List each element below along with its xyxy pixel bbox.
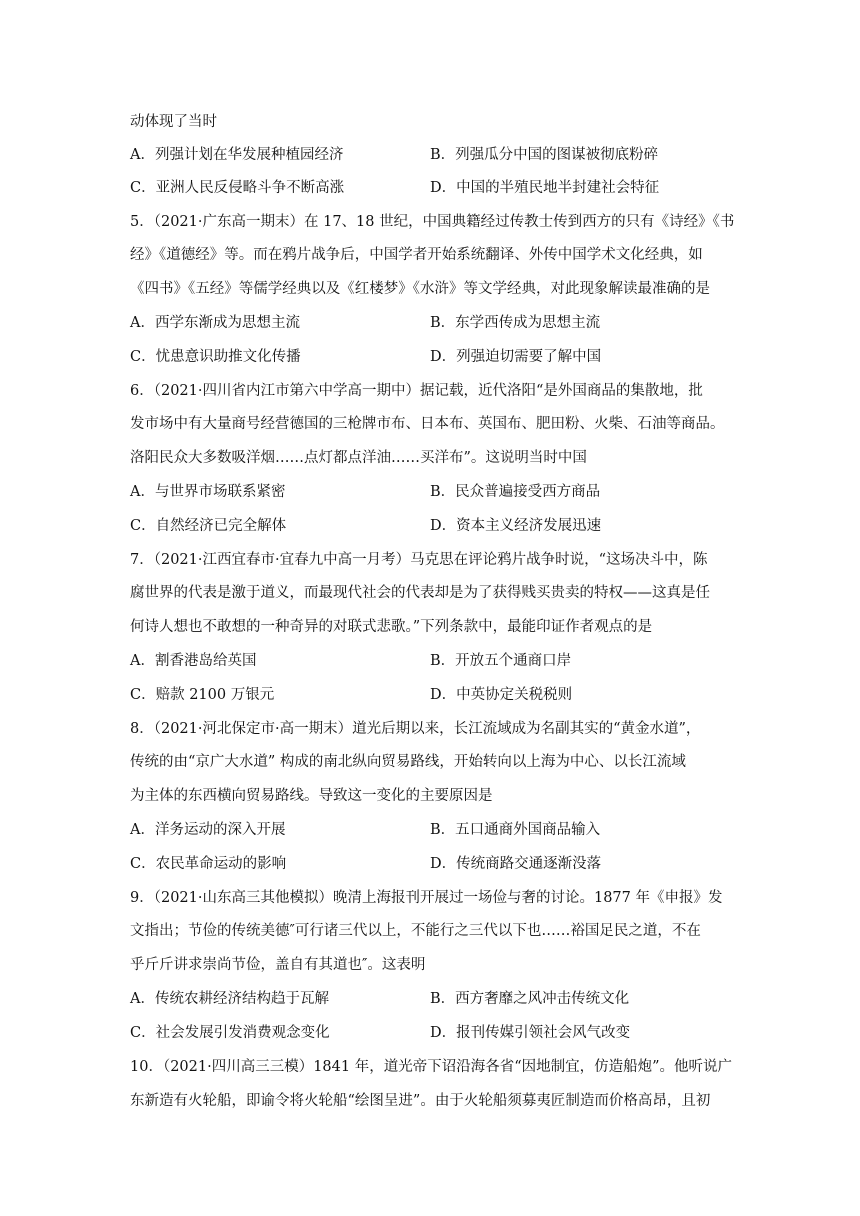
option-d: D．中国的半殖民地半封建社会特征 (430, 180, 660, 196)
option-a: A．洋务运动的深入开展 (130, 822, 286, 838)
question-stem-line: 5．（2021·广东高一期末）在 17、18 世纪，中国典籍经过传教士传到西方的只有《诗经》《书 (130, 214, 735, 230)
option-a: A．列强计划在华发展种植园经济 (130, 147, 344, 163)
option-b: B．东学西传成为思想主流 (430, 315, 601, 331)
option-c: C．亚洲人民反侵略斗争不断高涨 (130, 180, 345, 196)
text-line: 动体现了当时 (130, 114, 217, 130)
option-a: A．割香港岛给英国 (130, 653, 257, 669)
question-stem-line: 《四书》《五经》等儒学经典以及《红楼梦》《水浒》等文学经典，对此现象解读最准确的是 (130, 281, 710, 297)
question-stem-line: 腐世界的代表是激于道义，而最现代社会的代表却是为了获得贱买贵卖的特权——这真是任 (130, 585, 710, 601)
option-c: C．农民革命运动的影响 (130, 856, 287, 872)
option-d: D．列强迫切需要了解中国 (430, 349, 602, 365)
question-stem-line: 传统的由“京广大水道” 构成的南北纵向贸易路线，开始转向以上海为中心、以长江流域 (130, 754, 686, 770)
question-stem-line: 8．（2021·河北保定市·高一期末）道光后期以来，长江流域成为名副其实的“黄金水道”， (130, 721, 701, 737)
option-b: B．开放五个通商口岸 (430, 653, 572, 669)
question-stem-line: 东新造有火轮船，即谕令将火轮船“绘图呈进”。由于火轮船须募夷匠制造而价格高昂，且初 (130, 1093, 711, 1109)
question-stem-line: 9．（2021·山东高三其他模拟）晚清上海报刊开展过一场俭与奢的讨论。1877 年《申报》发 (130, 890, 723, 906)
option-b: B．列强瓜分中国的图谋被彻底粉碎 (430, 147, 659, 163)
option-b: B．西方奢靡之风冲击传统文化 (430, 991, 630, 1007)
option-d: D．资本主义经济发展迅速 (430, 518, 602, 534)
question-stem-line: 洛阳民众大多数吸洋烟……点灯都点洋油……买洋布”。这说明当时中国 (130, 450, 587, 466)
option-b: B．民众普遍接受西方商品 (430, 484, 601, 500)
option-d: D．传统商路交通逐渐没落 (430, 856, 602, 872)
option-b: B．五口通商外国商品输入 (430, 822, 601, 838)
question-stem-line: 10．（2021·四川高三三模）1841 年，道光帝下诏沿海各省“因地制宜，仿造船炮”。他听说广 (130, 1059, 733, 1075)
question-stem-line: 为主体的东西横向贸易路线。导致这一变化的主要原因是 (130, 788, 493, 804)
option-c: C．忧患意识助推文化传播 (130, 349, 301, 365)
question-stem-line: 6．（2021·四川省内江市第六中学高一期中）据记载，近代洛阳“是外国商品的集散地，批 (130, 383, 703, 399)
question-stem-line: 发市场中有大量商号经营德国的三枪牌市布、日本布、英国布、肥田粉、火柴、石油等商品。 (130, 416, 725, 432)
option-a: A．传统农耕经济结构趋于瓦解 (130, 991, 329, 1007)
option-c: C．赔款 2100 万银元 (130, 687, 275, 703)
question-stem-line: 文指出；节俭的传统美德″可行诸三代以上，不能行之三代以下也……裕国足民之道，不在 (130, 923, 701, 939)
question-stem-line: 乎斤斤讲求崇尚节俭，盖自有其道也″。这表明 (130, 957, 426, 973)
option-a: A．与世界市场联系紧密 (130, 484, 286, 500)
option-c: C．社会发展引发消费观念变化 (130, 1025, 330, 1041)
question-stem-line: 经》《道德经》等。而在鸦片战争后，中国学者开始系统翻译、外传中国学术文化经典，如 (130, 247, 703, 263)
option-d: D．报刊传媒引领社会风气改变 (430, 1025, 631, 1041)
option-c: C．自然经济已完全解体 (130, 518, 287, 534)
option-d: D．中英协定关税税则 (430, 687, 573, 703)
option-a: A．西学东渐成为思想主流 (130, 315, 300, 331)
question-stem-line: 何诗人想也不敢想的一种奇异的对联式悲歌。”下列条款中，最能印证作者观点的是 (130, 619, 653, 635)
question-stem-line: 7．（2021·江西宜春市·宜春九中高一月考）马克思在评论鸦片战争时说，“这场决斗中，陈 (130, 552, 708, 568)
